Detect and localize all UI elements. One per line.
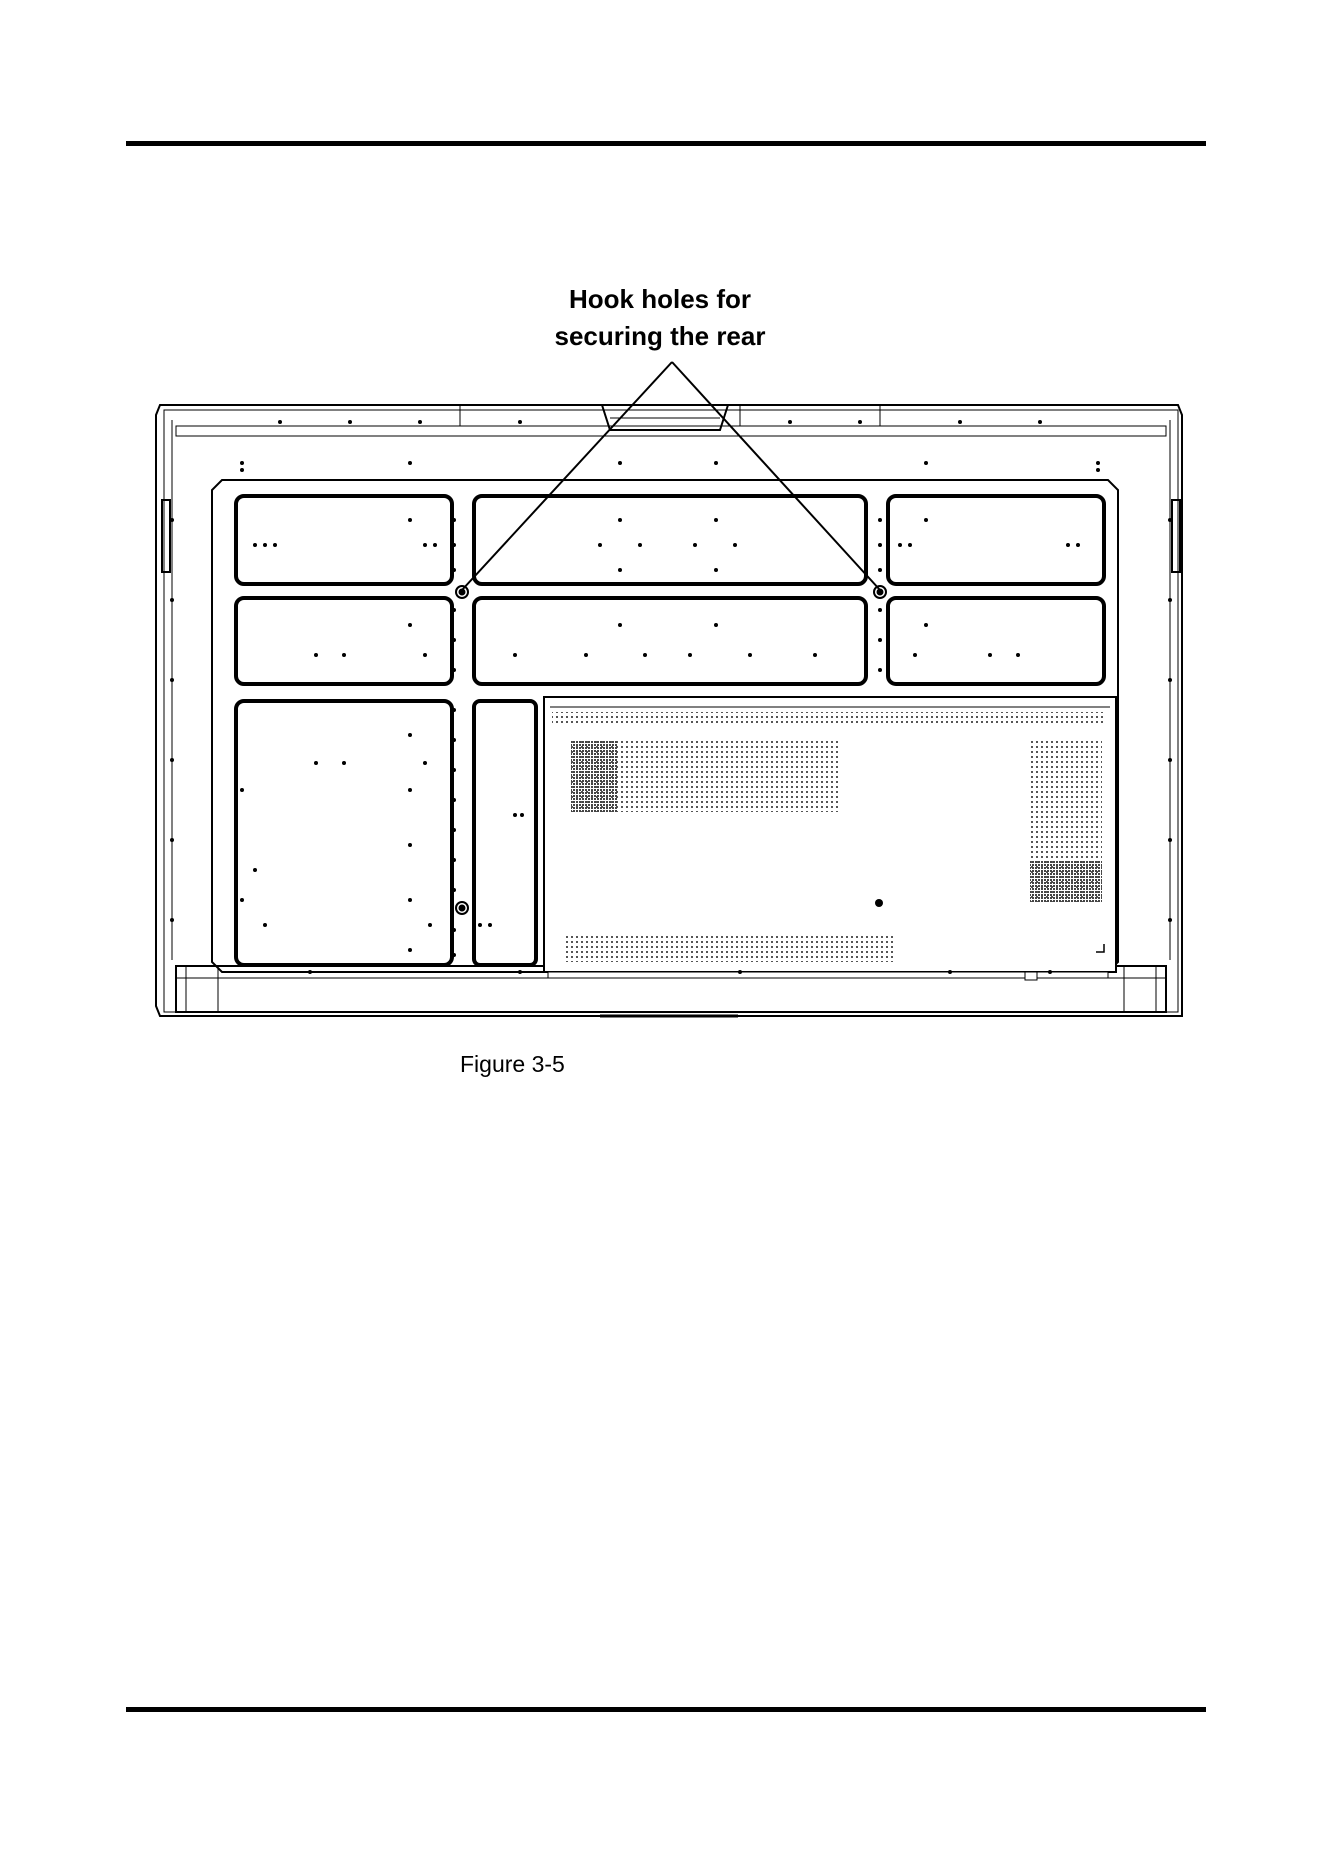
figure-caption: Figure 3-5 <box>460 1051 565 1077</box>
footer-rule <box>126 1707 1206 1712</box>
callout-label-line-2: securing the rear <box>554 321 766 351</box>
callout-leader-lines <box>462 362 880 590</box>
electronics-cover <box>544 697 1116 980</box>
callout-label-line-1: Hook holes for <box>568 284 751 314</box>
